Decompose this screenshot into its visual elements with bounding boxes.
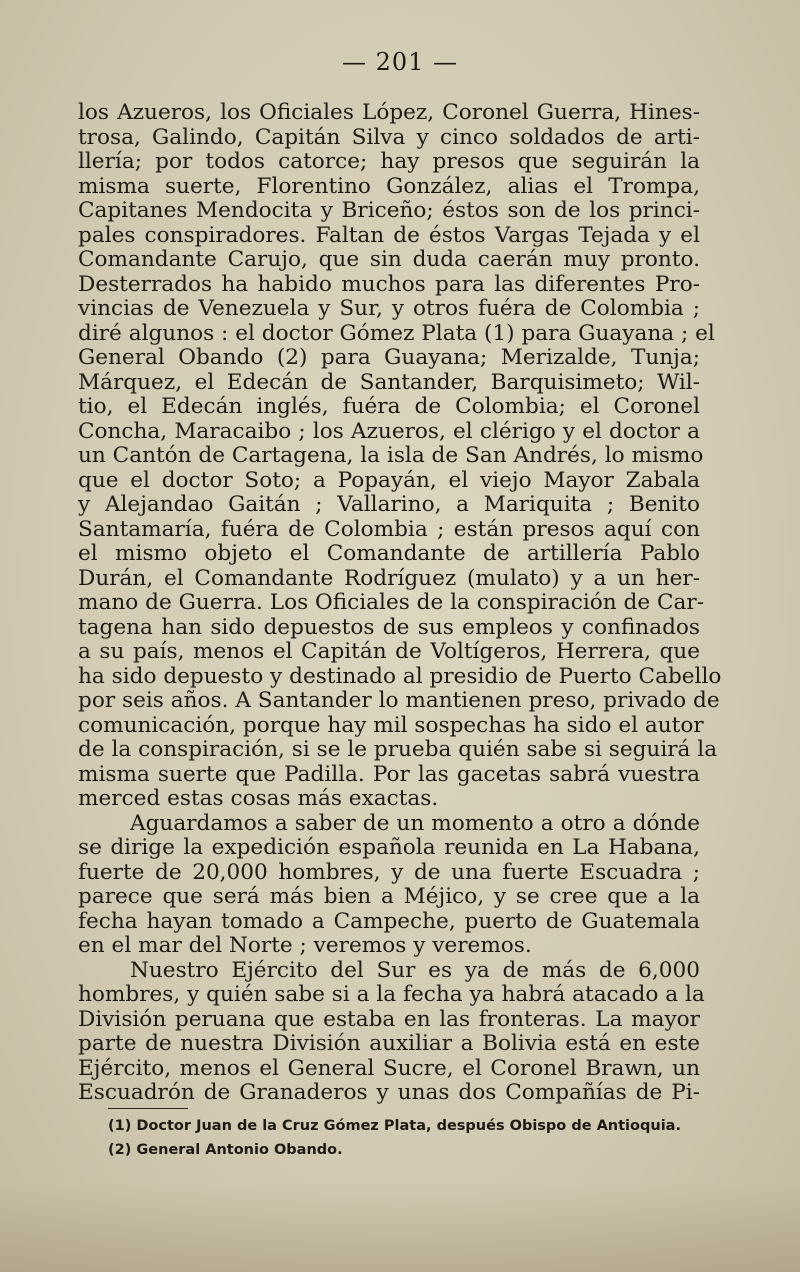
text-line: parte de nuestra División auxiliar a Bolivia está en este: [78, 1031, 700, 1056]
text-line: el mismo objeto el Comandante de artillería Pablo: [78, 541, 700, 566]
text-line: Capitanes Mendocita y Briceño; éstos son de los princi-: [78, 198, 700, 223]
text-line: misma suerte, Florentino González, alias el Trompa,: [78, 173, 700, 199]
text-line: misma suerte que Padilla. Por las gacetas sabrá vuestra: [78, 761, 700, 787]
footnote-separator: [108, 1108, 188, 1109]
body-text: [78, 100, 722, 1106]
text-line: hombres, y quién sabe si a la fecha ya habrá atacado a la: [78, 982, 705, 1007]
text-line: a su país, menos el Capitán de Voltígeros, Herrera, que: [78, 639, 700, 664]
text-line: Aguardamos a saber de un momento a otro a dónde: [130, 810, 700, 836]
text-line: parece que será más bien a Méjico, y se cree que a la: [78, 884, 700, 909]
text-line: de la conspiración, si se le prueba quién sabe si seguirá la: [78, 737, 718, 762]
text-line: tagena han sido depuestos de sus empleos y confinados: [78, 614, 700, 640]
page-number: — 201 —: [341, 48, 459, 76]
text-line: diré algunos : el doctor Gómez Plata (1) para Guayana ; el: [78, 320, 715, 346]
text-line: fecha hayan tomado a Campeche, puerto de Guatemala: [78, 908, 700, 934]
text-line: trosa, Galindo, Capitán Silva y cinco soldados de arti-: [78, 124, 700, 150]
text-line: Escuadrón de Granaderos y unas dos Compañías de Pi-: [78, 1080, 700, 1105]
text-line: pales conspiradores. Faltan de éstos Vargas Tejada y el: [78, 222, 700, 248]
text-line: vincias de Venezuela y Sur, y otros fuéra de Colombia ;: [78, 296, 700, 321]
text-line: Ejército, menos el General Sucre, el Coronel Brawn, un: [78, 1055, 700, 1081]
text-line: División peruana que estaba en las fronteras. La mayor: [78, 1006, 700, 1032]
text-line: y Alejandao Gaitán ; Vallarino, a Mariquita ; Benito: [78, 492, 700, 517]
text-line: mano de Guerra. Los Oficiales de la conspiración de Car-: [78, 590, 705, 615]
text-line: que el doctor Soto; a Popayán, el viejo Mayor Zabala: [78, 467, 700, 493]
text-line: un Cantón de Cartagena, la isla de San Andrés, lo mismo: [78, 443, 704, 468]
text-line: Santamaría, fuéra de Colombia ; están presos aquí con: [78, 516, 700, 542]
text-line: se dirige la expedición española reunida en La Habana,: [78, 835, 700, 860]
footnotes: [108, 1114, 708, 1162]
text-line: comunicación, porque hay mil sospechas ha sido el autor: [78, 712, 704, 738]
text-line: ha sido depuesto y destinado al presidio de Puerto Cabello: [78, 663, 722, 689]
text-line: en el mar del Norte ; veremos y veremos.: [78, 933, 532, 958]
text-line: Márquez, el Edecán de Santander, Barquisimeto; Wil-: [78, 369, 700, 395]
text-line: llería; por todos catorce; hay presos que seguirán la: [78, 149, 700, 174]
text-line: fuerte de 20,000 hombres, y de una fuerte Escuadra ;: [78, 859, 700, 885]
text-line: Nuestro Ejército del Sur es ya de más de 6,000: [130, 957, 700, 983]
text-line: por seis años. A Santander lo mantienen preso, privado de: [78, 688, 720, 713]
text-line: Concha, Maracaibo ; los Azueros, el clérigo y el doctor a: [78, 418, 700, 444]
footnote-2: (2) General Antonio Obando.: [108, 1142, 343, 1158]
text-line: tio, el Edecán inglés, fuéra de Colombia; el Coronel: [78, 394, 700, 419]
text-line: merced estas cosas más exactas.: [78, 786, 439, 811]
text-line: los Azueros, los Oficiales López, Coronel Guerra, Hines-: [78, 100, 700, 125]
text-line: General Obando (2) para Guayana; Merizalde, Tunja;: [78, 345, 700, 370]
footnote-1: (1) Doctor Juan de la Cruz Gómez Plata, después Obispo de Antioquia.: [108, 1118, 681, 1134]
text-line: Comandante Carujo, que sin duda caerán muy pronto.: [78, 247, 700, 272]
text-line: Desterrados ha habido muchos para las diferentes Pro-: [78, 271, 700, 297]
text-line: Durán, el Comandante Rodríguez (mulato) y a un her-: [78, 565, 700, 591]
